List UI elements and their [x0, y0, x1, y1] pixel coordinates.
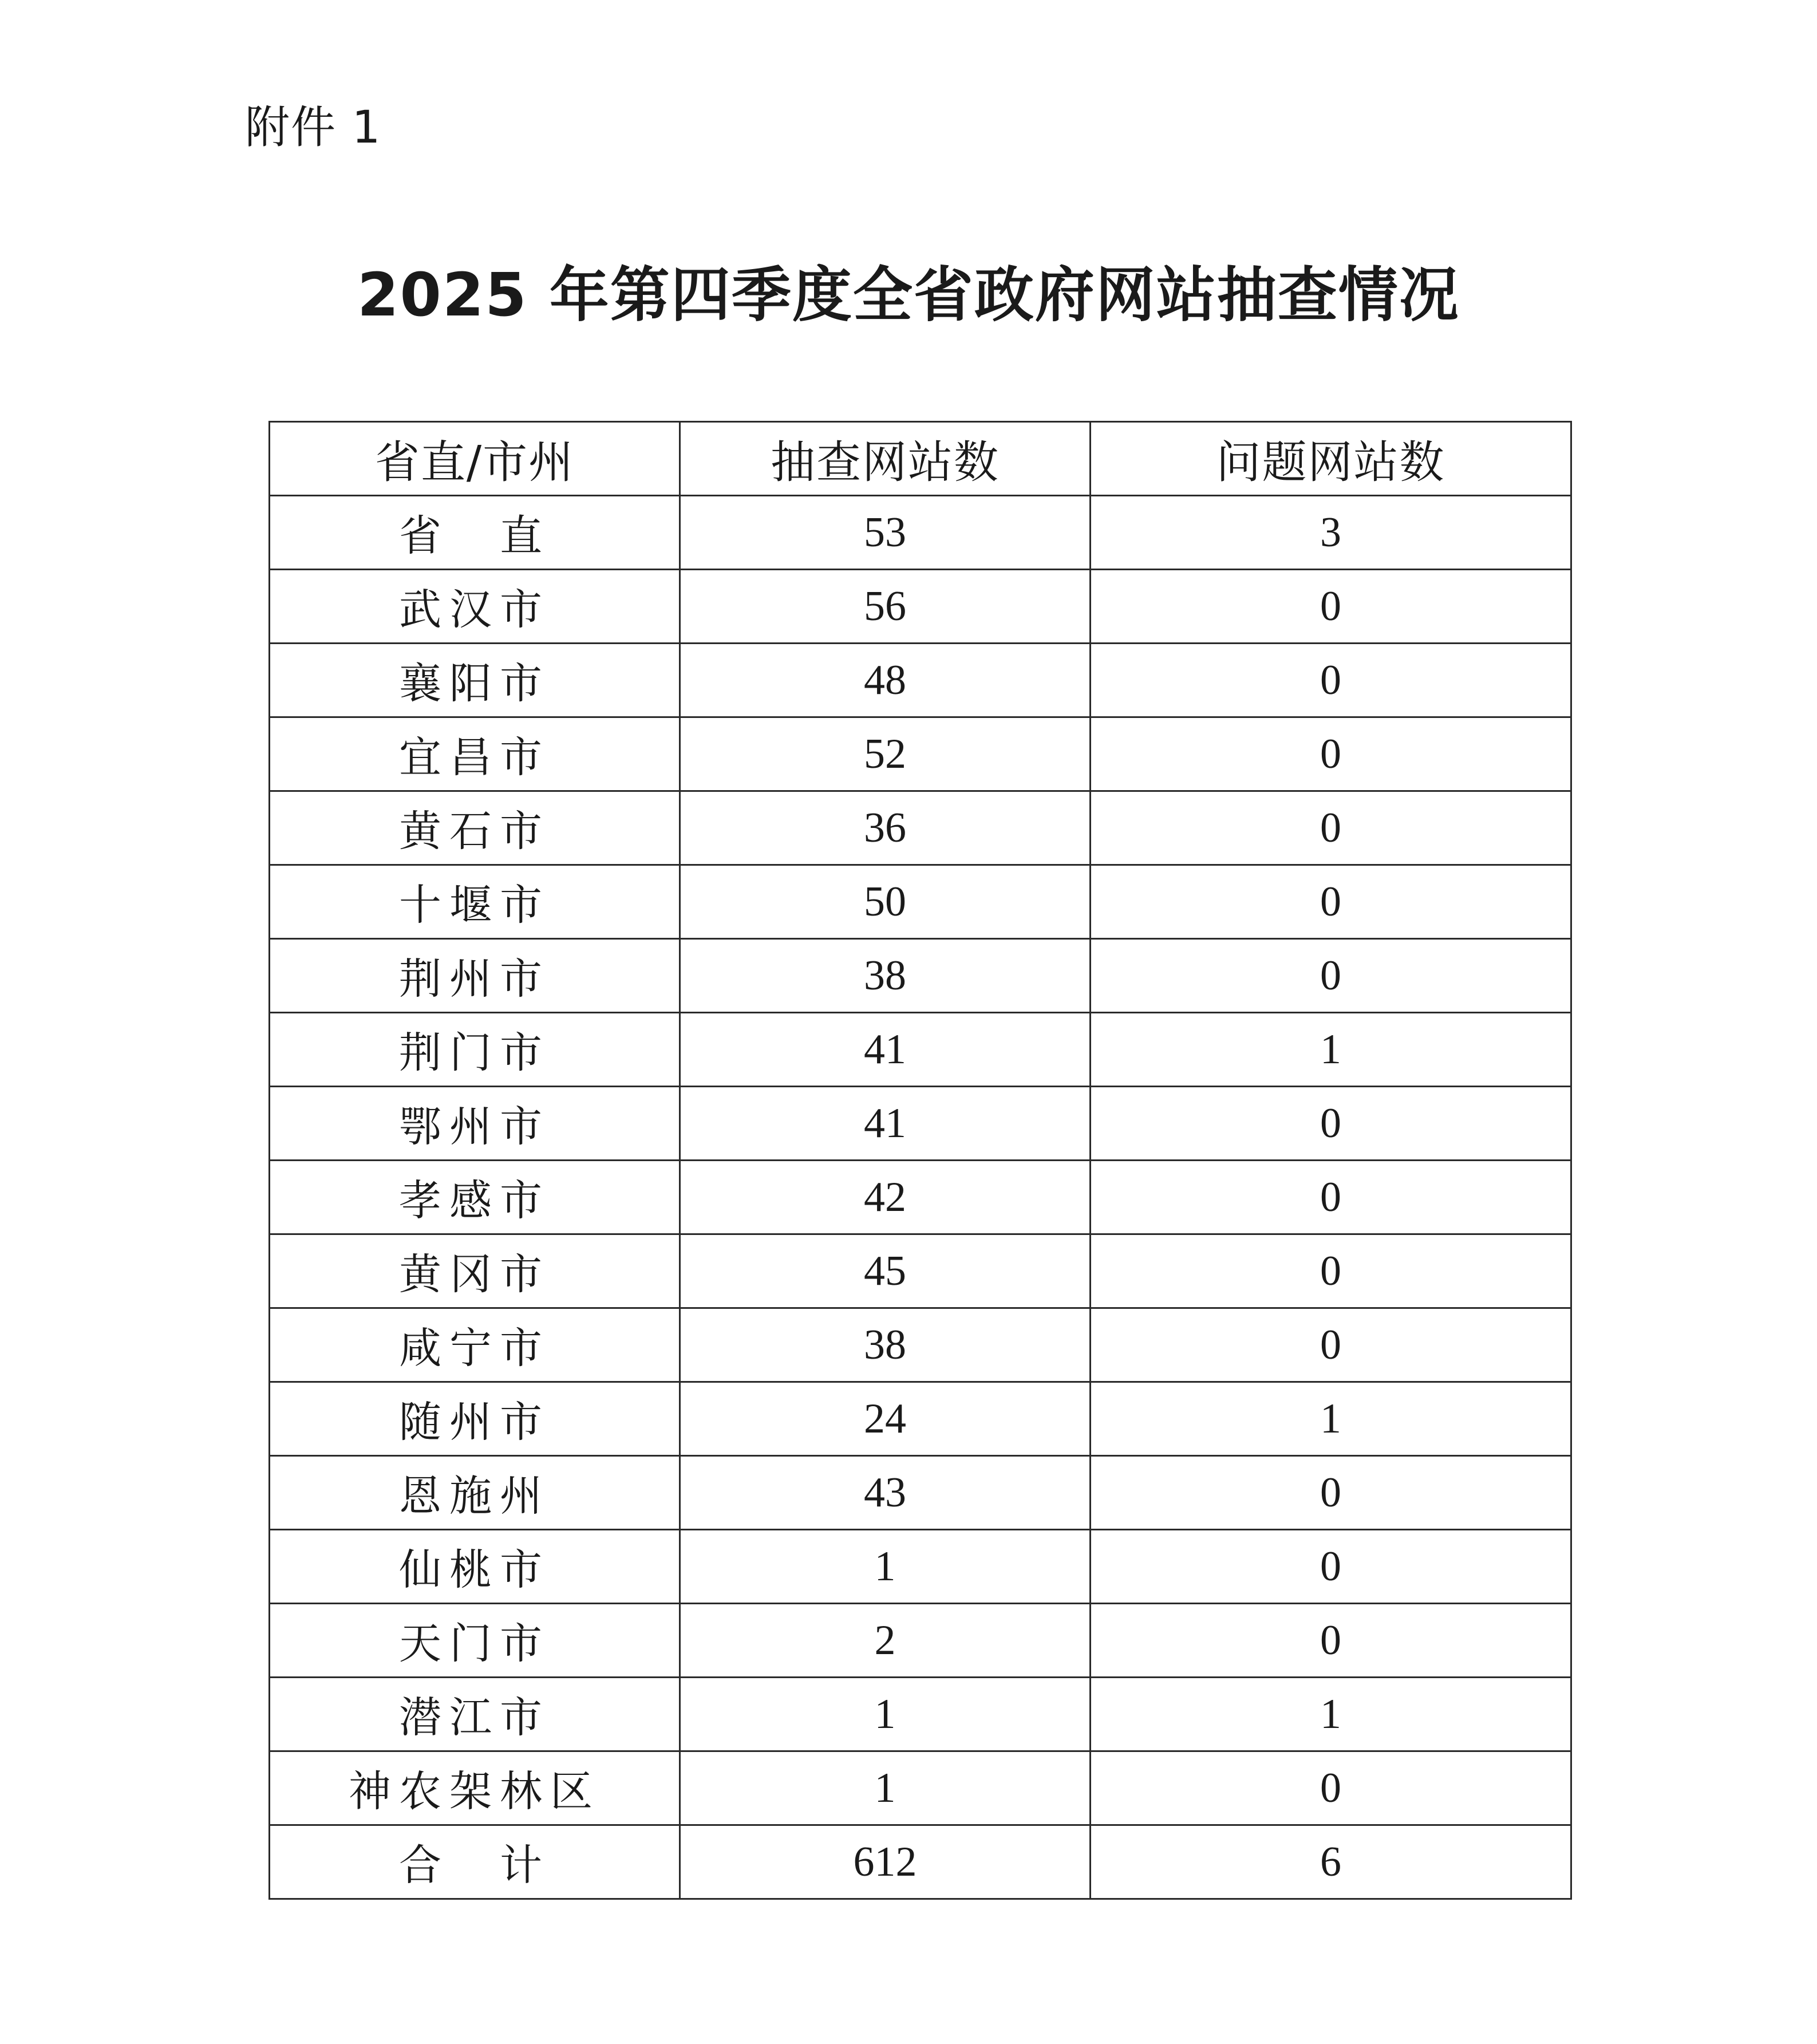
- table-row: [270, 865, 1571, 939]
- table-row: [270, 1751, 1571, 1825]
- problem-count-cell: 0: [1091, 865, 1571, 939]
- checked-count-cell: 52: [680, 717, 1091, 791]
- header-problem-count: 问题网站数: [1091, 422, 1571, 496]
- problem-count-cell: 0: [1091, 1456, 1571, 1530]
- problem-count-cell: 0: [1091, 1530, 1571, 1604]
- checked-count-cell: 42: [680, 1161, 1091, 1234]
- problem-count-cell: 0: [1091, 1751, 1571, 1825]
- table-row: [270, 1530, 1571, 1604]
- table-row: [270, 1604, 1571, 1678]
- inspection-table-container: [268, 421, 1572, 1900]
- table-row: [270, 1678, 1571, 1751]
- region-cell: 荆门市: [270, 1013, 680, 1087]
- region-cell: 武汉市: [270, 570, 680, 644]
- table-row: [270, 1161, 1571, 1234]
- region-cell: 省 直: [270, 496, 680, 570]
- problem-count-cell: 0: [1091, 1604, 1571, 1678]
- region-cell: 神农架林区: [270, 1751, 680, 1825]
- table-row: [270, 570, 1571, 644]
- checked-count-cell: 56: [680, 570, 1091, 644]
- document-title: 2025 年第四季度全省政府网站抽查情况: [357, 260, 1460, 330]
- checked-count-cell: 48: [680, 644, 1091, 717]
- region-cell: 黄冈市: [270, 1234, 680, 1308]
- problem-count-cell: 1: [1091, 1013, 1571, 1087]
- region-cell: 黄石市: [270, 791, 680, 865]
- table-total-row: [270, 1825, 1571, 1899]
- region-cell: 襄阳市: [270, 644, 680, 717]
- table-row: [270, 1308, 1571, 1382]
- region-cell: 孝感市: [270, 1161, 680, 1234]
- checked-count-cell: 1: [680, 1751, 1091, 1825]
- problem-count-cell: 0: [1091, 791, 1571, 865]
- region-cell: 十堰市: [270, 865, 680, 939]
- attachment-label: 附件 1: [245, 102, 382, 153]
- problem-count-cell: 0: [1091, 570, 1571, 644]
- problem-count-cell: 0: [1091, 717, 1571, 791]
- checked-count-cell: 43: [680, 1456, 1091, 1530]
- problem-count-cell: 3: [1091, 496, 1571, 570]
- header-checked-count: 抽查网站数: [680, 422, 1091, 496]
- table-row: [270, 791, 1571, 865]
- region-cell: 天门市: [270, 1604, 680, 1678]
- checked-count-cell: 38: [680, 939, 1091, 1013]
- region-cell: 仙桃市: [270, 1530, 680, 1604]
- total-checked-count-cell: 612: [680, 1825, 1091, 1899]
- table-header-row: [270, 422, 1571, 496]
- table-row: [270, 644, 1571, 717]
- checked-count-cell: 41: [680, 1013, 1091, 1087]
- problem-count-cell: 1: [1091, 1382, 1571, 1456]
- problem-count-cell: 0: [1091, 1234, 1571, 1308]
- checked-count-cell: 1: [680, 1678, 1091, 1751]
- region-cell: 咸宁市: [270, 1308, 680, 1382]
- problem-count-cell: 0: [1091, 1161, 1571, 1234]
- region-cell: 恩施州: [270, 1456, 680, 1530]
- checked-count-cell: 41: [680, 1087, 1091, 1161]
- table-row: [270, 1382, 1571, 1456]
- checked-count-cell: 45: [680, 1234, 1091, 1308]
- table-row: [270, 717, 1571, 791]
- region-cell: 宜昌市: [270, 717, 680, 791]
- problem-count-cell: 0: [1091, 1308, 1571, 1382]
- checked-count-cell: 50: [680, 865, 1091, 939]
- problem-count-cell: 0: [1091, 644, 1571, 717]
- inspection-table: [268, 421, 1572, 1900]
- region-cell: 荆州市: [270, 939, 680, 1013]
- checked-count-cell: 2: [680, 1604, 1091, 1678]
- problem-count-cell: 0: [1091, 939, 1571, 1013]
- total-problem-count-cell: 6: [1091, 1825, 1571, 1899]
- checked-count-cell: 1: [680, 1530, 1091, 1604]
- problem-count-cell: 1: [1091, 1678, 1571, 1751]
- region-cell: 鄂州市: [270, 1087, 680, 1161]
- table-row: [270, 496, 1571, 570]
- region-cell: 潜江市: [270, 1678, 680, 1751]
- table-row: [270, 1234, 1571, 1308]
- checked-count-cell: 38: [680, 1308, 1091, 1382]
- problem-count-cell: 0: [1091, 1087, 1571, 1161]
- table-row: [270, 1087, 1571, 1161]
- checked-count-cell: 53: [680, 496, 1091, 570]
- table-row: [270, 1013, 1571, 1087]
- checked-count-cell: 36: [680, 791, 1091, 865]
- region-cell: 随州市: [270, 1382, 680, 1456]
- header-region: 省直/市州: [270, 422, 680, 496]
- table-row: [270, 939, 1571, 1013]
- table-row: [270, 1456, 1571, 1530]
- total-label-cell: 合 计: [270, 1825, 680, 1899]
- checked-count-cell: 24: [680, 1382, 1091, 1456]
